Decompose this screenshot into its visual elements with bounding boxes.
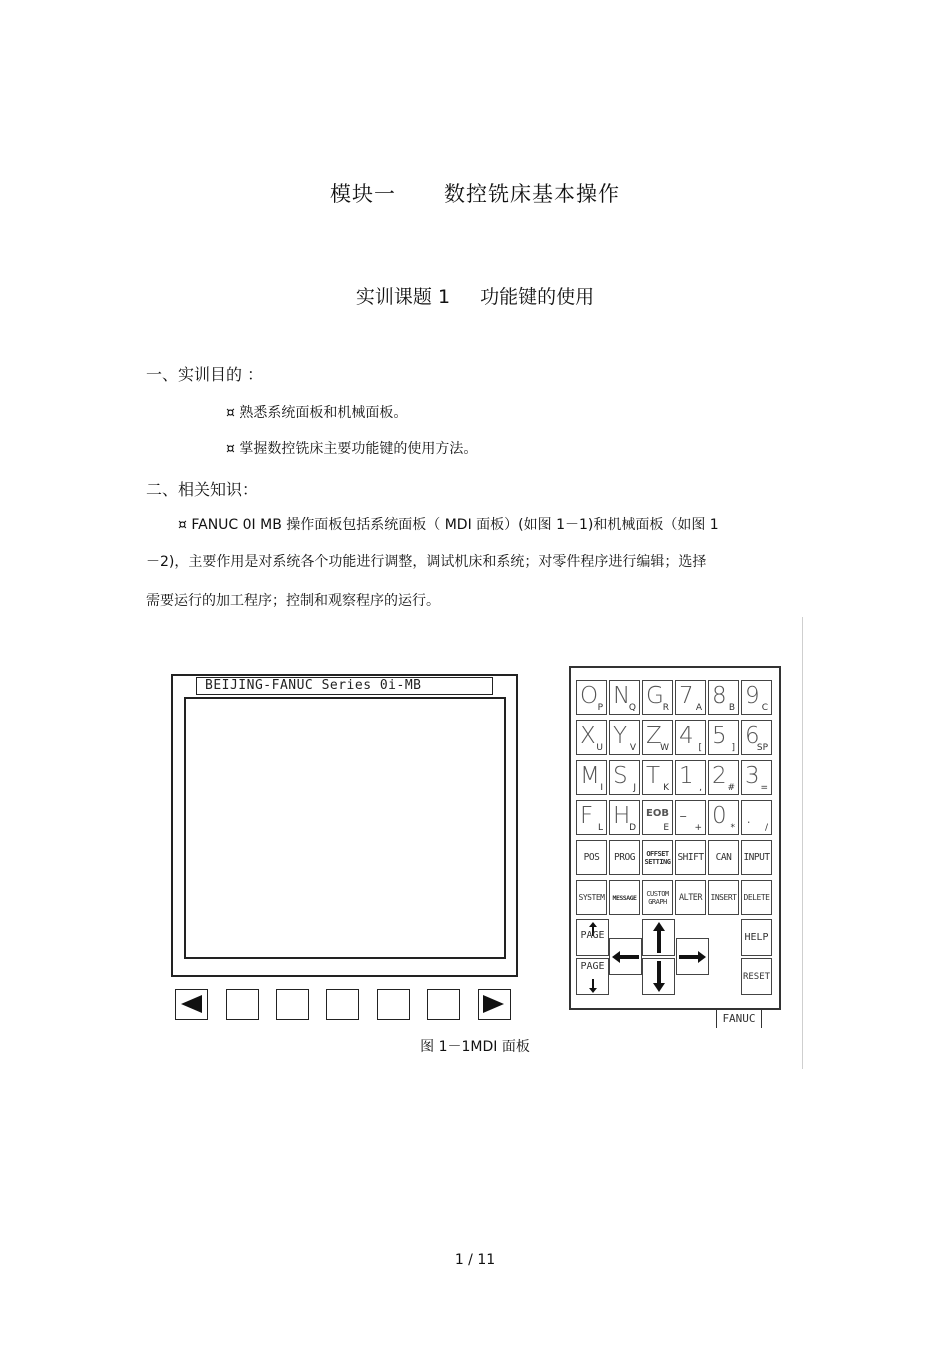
page-down-key[interactable]: PAGE	[576, 958, 609, 995]
key-S[interactable]: S J	[609, 760, 640, 795]
cursor-down-arrow-icon	[652, 961, 666, 993]
objective-item-2: ¤ 掌握数控铣床主要功能键的使用方法。	[226, 441, 478, 457]
softkey-2[interactable]	[276, 989, 309, 1020]
key-M[interactable]: M I	[576, 760, 607, 795]
key-5[interactable]: 5 ]	[708, 720, 739, 755]
key-G[interactable]: G R	[642, 680, 673, 715]
key-H[interactable]: H D	[609, 800, 640, 835]
monitor-title-bar: BEIJING-FANUC Series 0i-MB	[196, 677, 493, 695]
cursor-right-arrow-icon	[679, 949, 707, 965]
objective-item-1: ¤ 熟悉系统面板和机械面板。	[226, 405, 408, 421]
key-3[interactable]: 3 =	[741, 760, 772, 795]
key-EOB[interactable]: EOB E	[642, 800, 673, 835]
softkey-3[interactable]	[326, 989, 359, 1020]
cursor-right-key[interactable]	[676, 938, 709, 975]
key-period[interactable]: . /	[741, 800, 772, 835]
key-0[interactable]: 0 *	[708, 800, 739, 835]
page-up-key[interactable]: PAGE	[576, 919, 609, 956]
system-key[interactable]: SYSTEM	[576, 880, 607, 915]
softkey-1[interactable]	[226, 989, 259, 1020]
custom-graph-key[interactable]: CUSTOM GRAPH	[642, 880, 673, 915]
softkey-right-arrow[interactable]	[478, 989, 511, 1020]
input-key[interactable]: INPUT	[741, 840, 772, 875]
page-number: 1 / 11	[454, 1252, 496, 1268]
help-key[interactable]: HELP	[741, 919, 772, 956]
key-Z[interactable]: Z W	[642, 720, 673, 755]
figure-caption: 图 1－1MDI 面板	[420, 1039, 530, 1055]
subtitle-topic: 功能键的使用	[480, 286, 595, 308]
paragraph-line-2: －2)，主要作用是对系统各个功能进行调整，调试机床和系统；对零件程序进行编辑；选择	[146, 554, 707, 570]
document-subtitle	[0, 282, 950, 309]
key-O[interactable]: O P	[576, 680, 607, 715]
pos-key[interactable]: POS	[576, 840, 607, 875]
key-Y[interactable]: Y V	[609, 720, 640, 755]
fanuc-brand-label: FANUC	[716, 1010, 762, 1028]
page-down-arrow-icon	[589, 979, 597, 993]
cursor-left-key[interactable]	[609, 938, 642, 975]
title-topic: 数控铣床基本操作	[444, 182, 620, 206]
crt-screen	[184, 697, 506, 959]
insert-key[interactable]: INSERT	[708, 880, 739, 915]
cursor-left-arrow-icon	[612, 949, 640, 965]
key-2[interactable]: 2 #	[708, 760, 739, 795]
softkey-left-arrow[interactable]	[175, 989, 208, 1020]
paragraph-line-3: 需要运行的加工程序；控制和观察程序的运行。	[146, 593, 440, 609]
prog-key[interactable]: PROG	[609, 840, 640, 875]
offset-setting-key[interactable]: OFFSET SETTING	[642, 840, 673, 875]
key-F[interactable]: F L	[576, 800, 607, 835]
key-T[interactable]: T K	[642, 760, 673, 795]
key-N[interactable]: N Q	[609, 680, 640, 715]
key-minus[interactable]: - +	[675, 800, 706, 835]
cursor-up-arrow-icon	[652, 922, 666, 954]
message-key[interactable]: MESSAGE	[609, 880, 640, 915]
softkey-4[interactable]	[377, 989, 410, 1020]
title-module: 模块一	[330, 182, 396, 206]
key-6[interactable]: 6 SP	[741, 720, 772, 755]
cursor-up-key[interactable]	[642, 919, 675, 956]
can-key[interactable]: CAN	[708, 840, 739, 875]
right-arrow-icon	[479, 990, 509, 1018]
key-7[interactable]: 7 A	[675, 680, 706, 715]
paragraph-line-1: ¤ FANUC 0I MB 操作面板包括系统面板（ MDI 面板）(如图 1－1)和机械面板（如图 1	[178, 517, 719, 533]
reset-key[interactable]: RESET	[741, 958, 772, 995]
subtitle-lesson: 实训课题 1	[355, 286, 451, 308]
page-divider	[802, 617, 803, 1069]
section1-heading: 一、实训目的 ：	[146, 365, 264, 384]
key-4[interactable]: 4 [	[675, 720, 706, 755]
cursor-down-key[interactable]	[642, 958, 675, 995]
softkey-5[interactable]	[427, 989, 460, 1020]
section2-heading: 二、相关知识：	[146, 480, 259, 499]
key-9[interactable]: 9 C	[741, 680, 772, 715]
left-arrow-icon	[176, 990, 206, 1018]
delete-key[interactable]: DELETE	[741, 880, 772, 915]
key-8[interactable]: 8 B	[708, 680, 739, 715]
alter-key[interactable]: ALTER	[675, 880, 706, 915]
key-X[interactable]: X U	[576, 720, 607, 755]
key-1[interactable]: 1 ,	[675, 760, 706, 795]
shift-key[interactable]: SHIFT	[675, 840, 706, 875]
document-title	[0, 178, 950, 208]
